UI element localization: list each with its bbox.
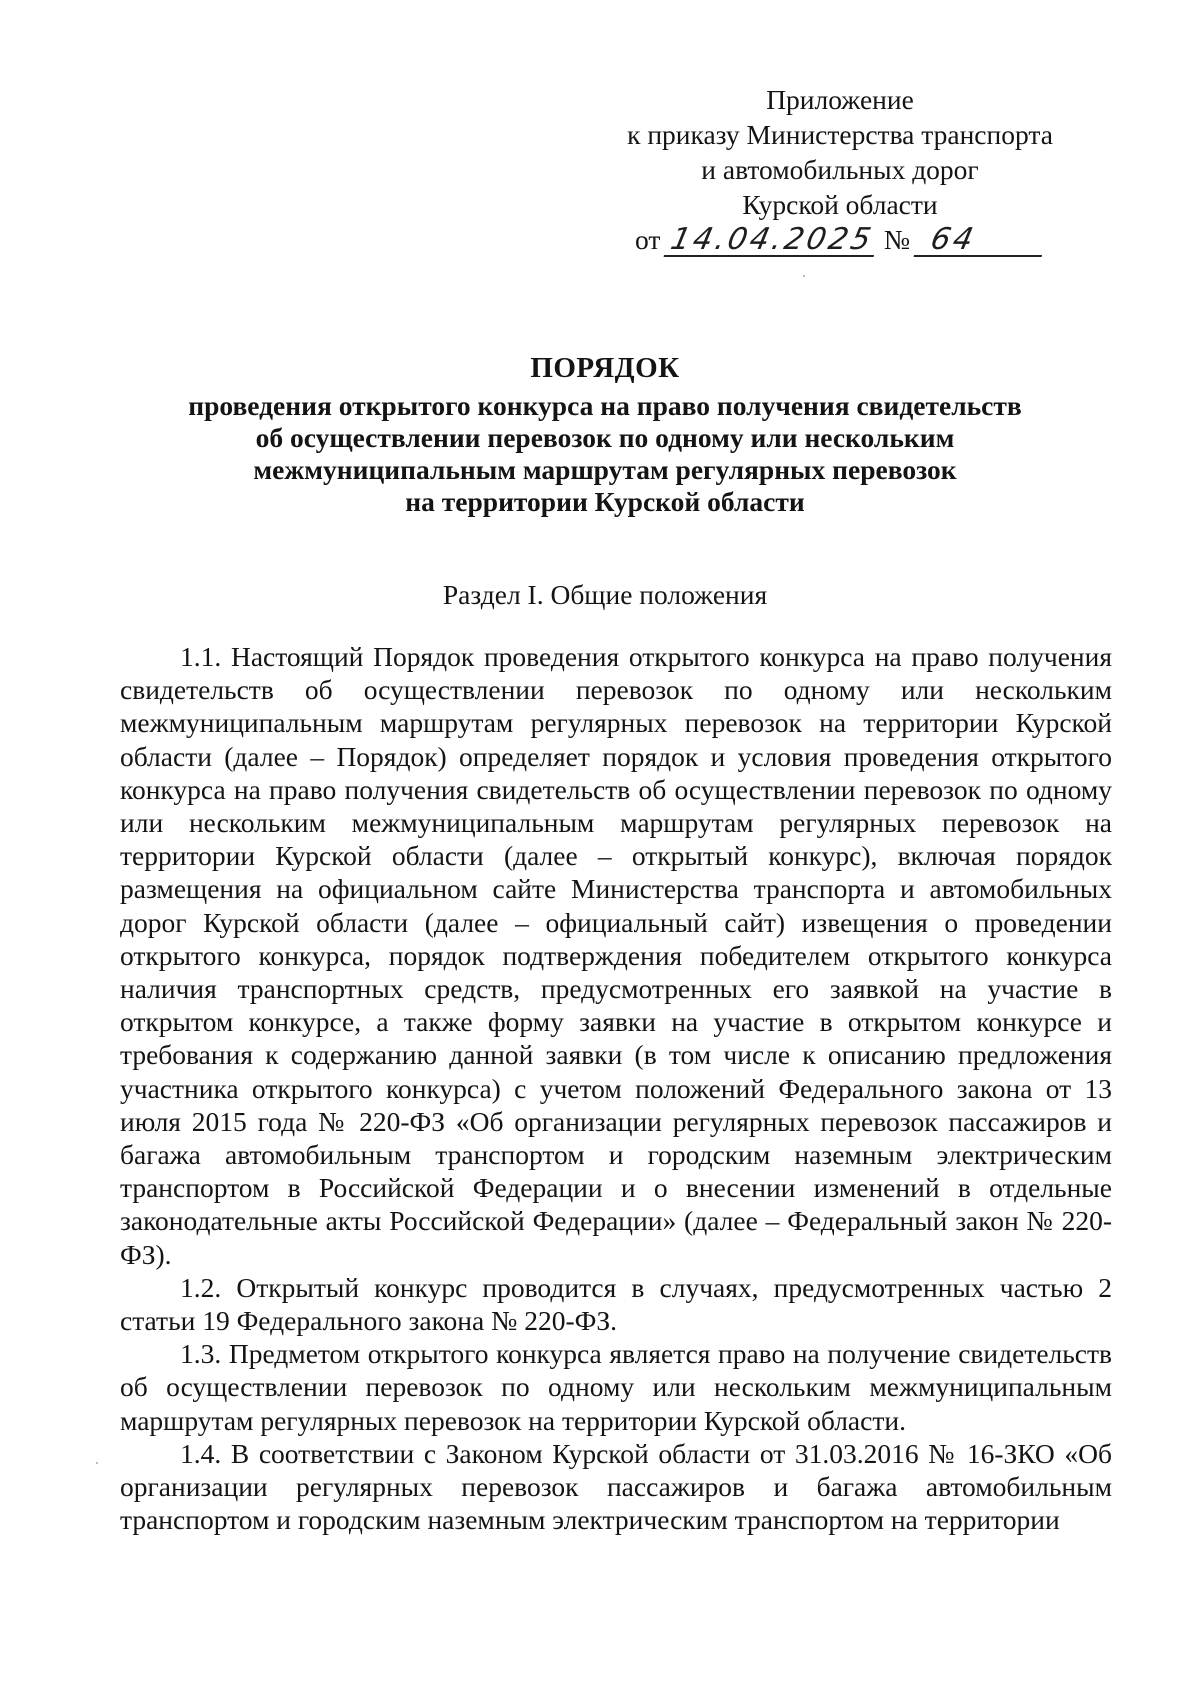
appendix-date-number	[560, 222, 1120, 257]
scan-speck	[803, 275, 805, 277]
number-sign: №	[883, 224, 911, 255]
title-line-1: проведения открытого конкурса на право получения свидетельств	[188, 390, 1022, 421]
appendix-ministry: и автомобильных дорог	[701, 154, 979, 185]
scan-speck	[96, 1462, 98, 1464]
title-line-4: на территории Курской области	[405, 486, 805, 517]
handwritten-number: 64	[914, 225, 1049, 257]
section-heading: Раздел I. Общие положения	[442, 579, 768, 610]
appendix-region: Курской области	[742, 189, 938, 220]
appendix-block	[560, 82, 1120, 257]
title-line-2: об осуществлении перевозок по одному или нескольким	[255, 422, 955, 453]
title-main: ПОРЯДОК	[530, 352, 680, 384]
paragraph-1-3: 1.3. Предметом открытого конкурса является право на получение свидетельств об осуществлении перевозок по одному или нескольким межмуниципальным маршрутам регулярных перевозок на территории Курской области.	[120, 1338, 1112, 1436]
handwritten-date: 14.04.2025	[664, 225, 881, 257]
paragraph-1-1: 1.1. Настоящий Порядок проведения открытого конкурса на право получения свидетельств об осуществлении перевозок по одному или нескольким межмуниципальным маршрутам регулярных перевозок на территории Курской области (далее – Порядок) определяет порядок и условия проведения открытого конкурса на право получения свидетельств об осуществлении перевозок по одному или нескольким межмуниципальным маршрутам регулярных перевозок на территории Курской области (далее – открытый конкурс), включая порядок размещения на официальном сайте Министерства транспорта и автомобильных дорог Курской области (далее – официальный сайт) извещения о проведении открытого конкурса, порядок подтверждения победителем открытого конкурса наличия транспортных средств, предусмотренных его заявкой на участие в открытом конкурсе, а также форму заявки на участие в открытом конкурсе и требования к содержанию данной заявки (в том числе к описанию предложения участника открытого конкурса) с учетом положений Федерального закона от 13 июля 2015 года № 220-ФЗ «Об организации регулярных перевозок пассажиров и багажа автомобильным транспортом и городским наземным электрическим транспортом в Российской Федерации и о внесении изменений в отдельные законодательные акты Российской Федерации» (далее – Федеральный закон № 220-ФЗ).	[120, 641, 1112, 1270]
date-prefix: от	[634, 224, 661, 255]
paragraph-1-2: 1.2. Открытый конкурс проводится в случаях, предусмотренных частью 2 статьи 19 Федерального закона № 220-ФЗ.	[120, 1271, 1112, 1337]
document-title	[120, 352, 1090, 518]
appendix-order-ref: к приказу Министерства транспорта	[627, 119, 1053, 150]
paragraph-1-4: 1.4. В соответствии с Законом Курской области от 31.03.2016 № 16-ЗКО «Об организации регулярных перевозок пассажиров и багажа автомобильным транспортом и городским наземным электрическим транспортом на территории	[120, 1437, 1112, 1536]
title-line-3: межмуниципальным маршрутам регулярных перевозок	[253, 454, 957, 485]
document-body	[120, 640, 1112, 1536]
appendix-label: Приложение	[766, 84, 914, 115]
